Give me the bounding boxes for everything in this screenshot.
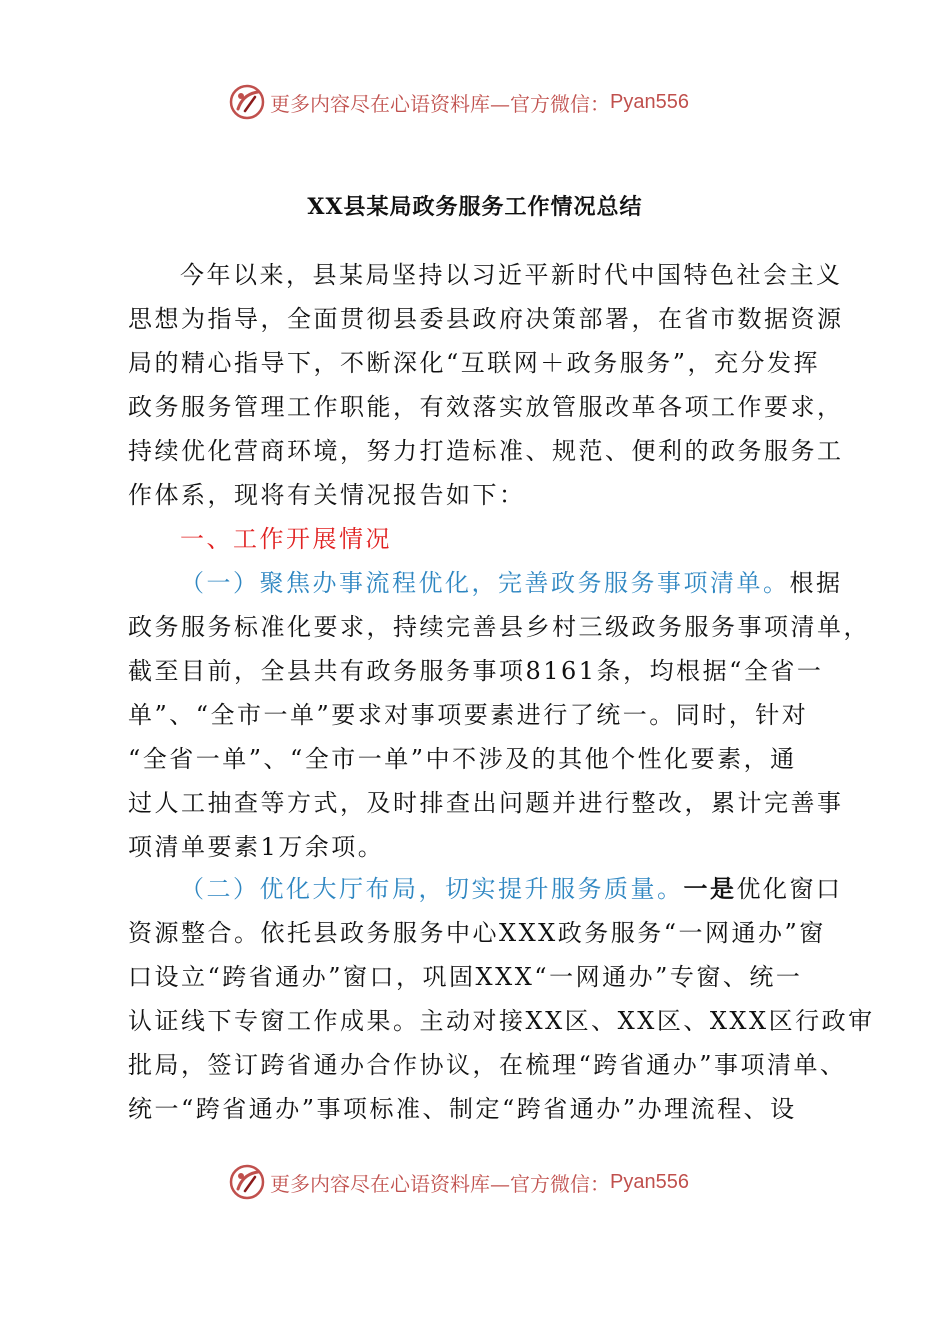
subsection-2-first-line-rest: 优化窗口 — [736, 875, 843, 903]
banner-wechat-label: 官方微信： — [510, 1171, 610, 1196]
banner-wechat-label: 官方微信： — [510, 91, 610, 116]
header-banner — [228, 80, 748, 124]
document-title: XX县某局政务服务工作情况总结 — [307, 194, 643, 220]
footer-banner — [228, 1160, 748, 1204]
subsection-2-line: 批局，签订跨省通办合作协议，在梳理“跨省通办”事项清单、 — [128, 1051, 847, 1079]
subsection-1-line: 政务服务标准化要求，持续完善县乡村三级政务服务事项清单， — [128, 613, 870, 641]
subsection-1-heading: （一）聚焦办事流程优化，完善政务服务事项清单。 — [180, 569, 790, 597]
subsection-2-heading: （二）优化大厅布局，切实提升服务质量。 — [180, 875, 684, 903]
subsection-1-line: “全省一单”、“全市一单”中不涉及的其他个性化要素，通 — [128, 745, 797, 773]
brand-logo-icon — [228, 1163, 266, 1201]
subsection-1-line: 截至目前，全县共有政务服务事项8161条，均根据“全省一 — [128, 657, 824, 685]
subsection-2-first-line — [128, 867, 875, 911]
intro-line: 局的精心指导下，不断深化“互联网＋政务服务”，充分发挥 — [128, 349, 821, 377]
banner-wechat-id: Pyan556 — [610, 90, 689, 113]
subsection-1-line: 过人工抽查等方式，及时排查出问题并进行整改，累计完善事 — [128, 789, 844, 817]
subsection-1-first-line — [128, 561, 870, 605]
subsection-2-line: 认证线下专窗工作成果。主动对接XX区、XX区、XXX区行政审 — [128, 1007, 875, 1035]
intro-line: 作体系，现将有关情况报告如下： — [128, 481, 526, 509]
intro-paragraph — [128, 253, 844, 517]
subsection-2-line: 统一“跨省通办”事项标准、制定“跨省通办”办理流程、设 — [128, 1095, 797, 1123]
subsection-2 — [128, 867, 875, 1131]
intro-line: 思想为指导，全面贯彻县委县政府决策部署，在省市数据资源 — [128, 305, 844, 333]
banner-slogan: 更多内容尽在心语资料库— — [270, 91, 510, 116]
banner-wechat-id: Pyan556 — [610, 1170, 689, 1193]
banner-slogan: 更多内容尽在心语资料库— — [270, 1171, 510, 1196]
intro-line: 政务服务管理工作职能，有效落实放管服改革各项工作要求， — [128, 393, 844, 421]
subsection-2-line: 资源整合。依托县政务服务中心XXX政务服务“一网通办”窗 — [128, 919, 826, 947]
subsection-1 — [128, 561, 870, 869]
section-1-heading: 一、工作开展情况 — [180, 525, 392, 553]
section-heading — [128, 517, 392, 561]
intro-line: 今年以来，县某局坚持以习近平新时代中国特色社会主义 — [180, 261, 843, 289]
subsection-2-line: 口设立“跨省通办”窗口，巩固XXX“一网通办”专窗、统一 — [128, 963, 803, 991]
subsection-2-bold-lead: 一是 — [683, 874, 737, 903]
subsection-1-first-line-rest: 根据 — [789, 569, 843, 597]
subsection-1-line: 项清单要素1万余项。 — [128, 833, 385, 861]
subsection-1-line: 单”、“全市一单”要求对事项要素进行了统一。同时，针对 — [128, 701, 809, 729]
intro-line: 持续优化营商环境，努力打造标准、规范、便利的政务服务工 — [128, 437, 844, 465]
brand-logo-icon — [228, 83, 266, 121]
